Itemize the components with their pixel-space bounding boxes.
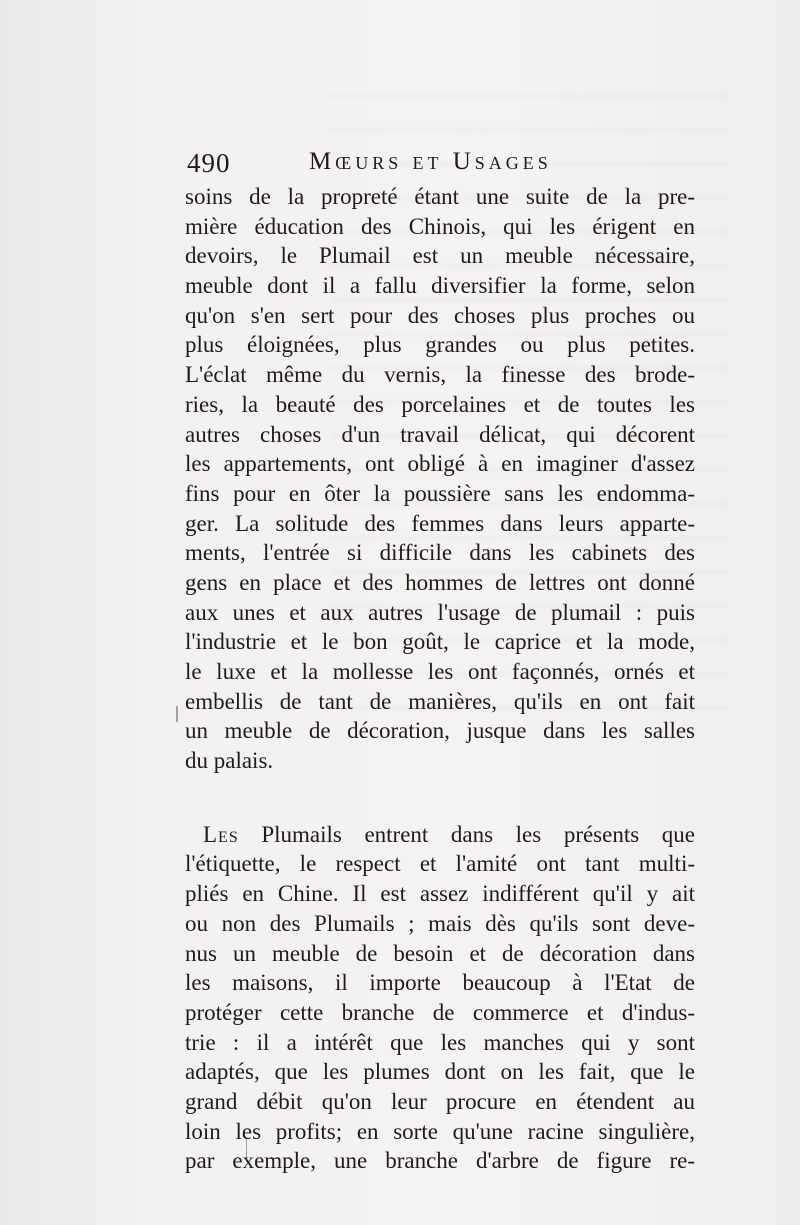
text-line: nus un meuble de besoin et de décoration dans [185, 940, 695, 966]
paragraph-1 [185, 182, 695, 776]
text-line: par exemple, une branche d'arbre de figure re- [185, 1148, 695, 1174]
text-line: devoirs, le Plumail est un meuble nécessaire, [185, 243, 695, 269]
first-line-text: Plumails entrent dans les présents que [238, 821, 695, 847]
running-title: Mœurs et Usages [309, 148, 552, 175]
text-line: l'étiquette, le respect et l'amité ont tant multi- [185, 851, 695, 877]
page-number: 490 [187, 148, 231, 178]
text-line: trie : il a intérêt que les manches qui y sont [185, 1029, 695, 1055]
text-line: fins pour en ôter la poussière sans les endomma- [185, 480, 695, 506]
text-line-first [185, 820, 695, 850]
text-line: ou non des Plumails ; mais dès qu'ils sont deve- [185, 910, 695, 936]
text-line: ments, l'entrée si difficile dans les cabinets des [185, 540, 695, 566]
paragraph-2 [185, 820, 695, 1176]
text-line: soins de la propreté étant une suite de la pre- [185, 184, 695, 209]
lead-word: Les [203, 821, 239, 847]
text-line: ger. La solitude des femmes dans leurs apparte- [185, 510, 695, 536]
text-line: du palais. [185, 748, 274, 774]
text-line: meuble dont il a fallu diversifier la forme, selon [185, 273, 695, 299]
text-line: adaptés, que les plumes dont on les fait, que le [185, 1059, 695, 1085]
text-line: les appartements, ont obligé à en imaginer d'assez [185, 451, 695, 477]
text-line: autres choses d'un travail délicat, qui décorent [185, 421, 695, 447]
text-line: loin les profits; en sorte qu'une racine singulière, [185, 1118, 695, 1144]
text-line: aux unes et aux autres l'usage de plumail : puis [185, 599, 695, 625]
ink-mark [246, 1138, 247, 1162]
paragraph-gap [185, 776, 695, 820]
text-line: protéger cette branche de commerce et d'indus- [185, 999, 695, 1025]
text-line: L'éclat même du vernis, la finesse des brode- [185, 362, 695, 388]
text-line: plus éloignées, plus grandes ou plus petites. [185, 332, 695, 358]
text-line: qu'on s'en sert pour des choses plus proches ou [185, 302, 695, 328]
text-line: ries, la beauté des porcelaines et de toutes les [185, 391, 695, 417]
text-line: un meuble de décoration, jusque dans les salles [185, 718, 695, 744]
text-line: l'industrie et le bon goût, le caprice et la mode, [185, 629, 695, 655]
ink-mark [176, 706, 178, 722]
text-line: embellis de tant de manières, qu'ils en ont fait [185, 688, 695, 714]
text-line: les maisons, il importe beaucoup à l'Etat de [185, 970, 695, 996]
text-line: gens en place et des hommes de lettres ont donné [185, 569, 695, 595]
text-line: pliés en Chine. Il est assez indifférent qu'il y ait [185, 881, 695, 907]
text-line: mière éducation des Chinois, qui les érigent en [185, 213, 695, 239]
text-line: grand débit qu'on leur procure en étendent au [185, 1088, 695, 1114]
text-line: le luxe et la mollesse les ont façonnés, ornés et [185, 659, 695, 684]
body-text [185, 182, 695, 1176]
